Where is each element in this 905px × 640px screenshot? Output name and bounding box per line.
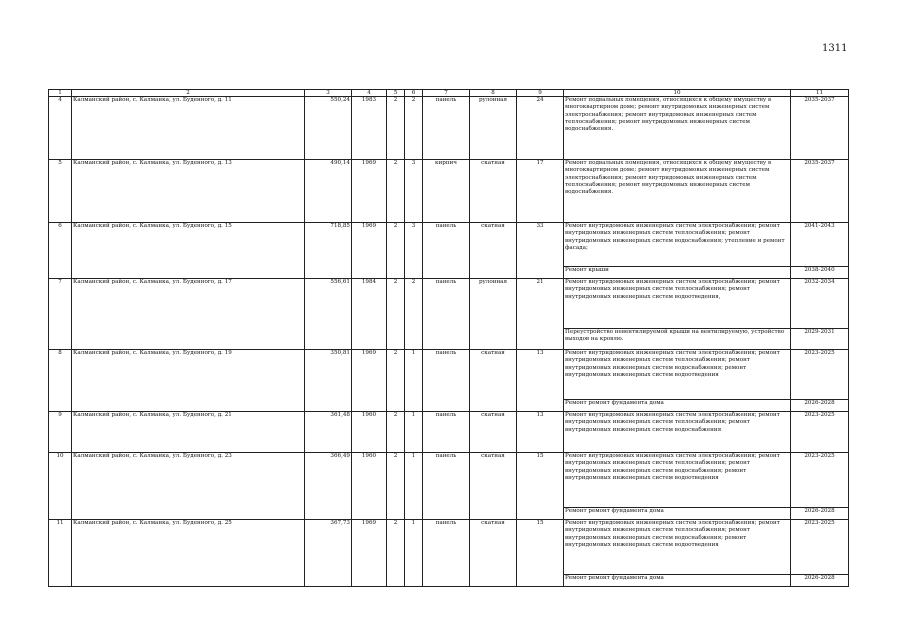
- total-area-cell: 718,85: [305, 223, 352, 279]
- header-cell: 3: [305, 90, 352, 97]
- row-number-cell: 7: [49, 279, 72, 350]
- total-area-cell: 366,49: [305, 453, 352, 520]
- apartments-cell: 15: [517, 453, 564, 520]
- work-type-cell: Ремонт крыши: [564, 267, 791, 279]
- address-cell: Калманский район, с. Калманка, ул. Буденного, д. 15: [72, 223, 305, 279]
- apartments-cell: 24: [517, 97, 564, 160]
- floors-cell: 2: [387, 279, 405, 350]
- repair-period-cell: 2023-2025: [791, 453, 849, 508]
- build-year-cell: 1969: [352, 520, 387, 587]
- entrances-cell: 1: [405, 350, 423, 412]
- repair-period-cell: 2038-2040: [791, 267, 849, 279]
- work-type-cell: Переустройство невентилируемой крыши на вентилируемую, устройство выходов на кровлю.: [564, 329, 791, 350]
- work-type-cell: Ремонт ремонт фундамента дома: [564, 575, 791, 587]
- row-number-cell: 6: [49, 223, 72, 279]
- wall-material-cell: кирпич: [423, 160, 470, 223]
- table-row: [49, 279, 849, 329]
- repair-period-cell: 2035-2037: [791, 160, 849, 223]
- floors-cell: 2: [387, 520, 405, 587]
- apartments-cell: 13: [517, 350, 564, 412]
- address-cell: Калманский район, с. Калманка, ул. Буденного, д. 21: [72, 412, 305, 453]
- total-area-cell: 350,81: [305, 350, 352, 412]
- entrances-cell: 2: [405, 279, 423, 350]
- address-cell: Калманский район, с. Калманка, ул. Буденного, д. 13: [72, 160, 305, 223]
- address-cell: Калманский район, с. Калманка, ул. Буденного, д. 17: [72, 279, 305, 350]
- build-year-cell: 1960: [352, 412, 387, 453]
- header-cell: 2: [72, 90, 305, 97]
- address-cell: Калманский район, с. Калманка, ул. Буденного, д. 25: [72, 520, 305, 587]
- header-cell: 9: [517, 90, 564, 97]
- page-number: 1311: [822, 43, 848, 54]
- total-area-cell: 490,14: [305, 160, 352, 223]
- header-cell: 11: [791, 90, 849, 97]
- build-year-cell: 1983: [352, 97, 387, 160]
- header-cell: 10: [564, 90, 791, 97]
- table-row: [49, 97, 849, 160]
- row-number-cell: 10: [49, 453, 72, 520]
- repair-period-cell: 2026-2028: [791, 575, 849, 587]
- apartments-cell: 13: [517, 412, 564, 453]
- repair-period-cell: 2023-2025: [791, 350, 849, 400]
- build-year-cell: 1969: [352, 350, 387, 412]
- work-type-cell: Ремонт внутридомовых инженерных систем электроснабжения; ремонт внутридомовых инженерных систем теплоснабжения; ремонт внутридомовых инженерных систем водоснабжения: [564, 412, 791, 453]
- header-cell: 8: [470, 90, 517, 97]
- repair-period-cell: 2026-2028: [791, 400, 849, 412]
- floors-cell: 2: [387, 223, 405, 279]
- repair-period-cell: 2035-2037: [791, 97, 849, 160]
- build-year-cell: 1969: [352, 160, 387, 223]
- wall-material-cell: панель: [423, 412, 470, 453]
- wall-material-cell: панель: [423, 350, 470, 412]
- apartments-cell: 17: [517, 160, 564, 223]
- roof-type-cell: скатная: [470, 223, 517, 279]
- apartments-cell: 33: [517, 223, 564, 279]
- build-year-cell: 1984: [352, 279, 387, 350]
- table-row: [49, 412, 849, 453]
- repair-period-cell: 2029-2031: [791, 329, 849, 350]
- total-area-cell: 550,24: [305, 97, 352, 160]
- roof-type-cell: скатная: [470, 160, 517, 223]
- build-year-cell: 1960: [352, 453, 387, 520]
- total-area-cell: 556,61: [305, 279, 352, 350]
- apartments-cell: 21: [517, 279, 564, 350]
- roof-type-cell: рулонная: [470, 279, 517, 350]
- wall-material-cell: панель: [423, 223, 470, 279]
- header-cell: 5: [387, 90, 405, 97]
- row-number-cell: 8: [49, 350, 72, 412]
- wall-material-cell: панель: [423, 97, 470, 160]
- roof-type-cell: скатная: [470, 520, 517, 587]
- roof-type-cell: скатная: [470, 412, 517, 453]
- row-number-cell: 11: [49, 520, 72, 587]
- floors-cell: 2: [387, 160, 405, 223]
- wall-material-cell: панель: [423, 520, 470, 587]
- floors-cell: 2: [387, 453, 405, 520]
- work-type-cell: Ремонт подвальных помещения, относящихся к общему имуществу в многоквартирном доме; ремонт внутридомовых инженерных систем электроснабжения; ремонт внутридомовых инженерных систем теплоснабжения; ремонт внутридомовых инженерных систем водоснабжения.: [564, 97, 791, 160]
- total-area-cell: 361,48: [305, 412, 352, 453]
- entrances-cell: 3: [405, 223, 423, 279]
- column-number-row: [49, 90, 849, 97]
- wall-material-cell: панель: [423, 453, 470, 520]
- floors-cell: 2: [387, 97, 405, 160]
- entrances-cell: 3: [405, 160, 423, 223]
- entrances-cell: 1: [405, 412, 423, 453]
- work-type-cell: Ремонт подвальных помещения, относящихся к общему имуществу в многоквартирном доме; ремонт внутридомовых инженерных систем электроснабжения; ремонт внутридомовых инженерных систем теплоснабжения; ремонт внутридомовых инженерных систем водоснабжения.: [564, 160, 791, 223]
- floors-cell: 2: [387, 350, 405, 412]
- work-type-cell: Ремонт внутридомовых инженерных систем электроснабжения; ремонт внутридомовых инженерных систем теплоснабжения; ремонт внутридомовых инженерных систем водоснабжения; утепление и ремонт фасада;: [564, 223, 791, 267]
- apartments-cell: 15: [517, 520, 564, 587]
- table-row: [49, 453, 849, 508]
- header-cell: 7: [423, 90, 470, 97]
- entrances-cell: 2: [405, 97, 423, 160]
- address-cell: Калманский район, с. Калманка, ул. Буденного, д. 19: [72, 350, 305, 412]
- repair-period-cell: 2023-2025: [791, 520, 849, 575]
- work-type-cell: Ремонт внутридомовых инженерных систем электроснабжения; ремонт внутридомовых инженерных систем теплоснабжения; ремонт внутридомовых инженерных систем водоснабжения; ремонт внутридомовых инженерных систем водоотведения: [564, 350, 791, 400]
- wall-material-cell: панель: [423, 279, 470, 350]
- entrances-cell: 1: [405, 520, 423, 587]
- repair-period-cell: 2032-2034: [791, 279, 849, 329]
- total-area-cell: 367,73: [305, 520, 352, 587]
- row-number-cell: 4: [49, 97, 72, 160]
- floors-cell: 2: [387, 412, 405, 453]
- work-type-cell: Ремонт внутридомовых инженерных систем электроснабжения; ремонт внутридомовых инженерных систем теплоснабжения; ремонт внутридомовых инженерных систем водоснабжения; ремонт внутридомовых инженерных систем водоотведения: [564, 520, 791, 575]
- work-type-cell: Ремонт внутридомовых инженерных систем электроснабжения; ремонт внутридомовых инженерных систем теплоснабжения; ремонт внутридомовых инженерных систем водоснабжения; ремонт внутридомовых инженерных систем водоотведения: [564, 453, 791, 508]
- table-row: [49, 350, 849, 400]
- row-number-cell: 5: [49, 160, 72, 223]
- roof-type-cell: скатная: [470, 453, 517, 520]
- work-type-cell: Ремонт ремонт фундамента дома: [564, 508, 791, 520]
- table-row: [49, 160, 849, 223]
- address-cell: Калманский район, с. Калманка, ул. Буденного, д. 11: [72, 97, 305, 160]
- repair-period-cell: 2041-2043: [791, 223, 849, 267]
- build-year-cell: 1969: [352, 223, 387, 279]
- header-cell: 1: [49, 90, 72, 97]
- work-type-cell: Ремонт ремонт фундамента дома: [564, 400, 791, 412]
- table-row: [49, 223, 849, 267]
- header-cell: 6: [405, 90, 423, 97]
- row-number-cell: 9: [49, 412, 72, 453]
- capital-repair-table: [48, 89, 849, 587]
- entrances-cell: 1: [405, 453, 423, 520]
- repair-period-cell: 2023-2025: [791, 412, 849, 453]
- roof-type-cell: рулонная: [470, 97, 517, 160]
- address-cell: Калманский район, с. Калманка, ул. Буденного, д. 23: [72, 453, 305, 520]
- repair-period-cell: 2026-2028: [791, 508, 849, 520]
- roof-type-cell: скатная: [470, 350, 517, 412]
- header-cell: 4: [352, 90, 387, 97]
- table-row: [49, 520, 849, 575]
- work-type-cell: Ремонт внутридомовых инженерных систем электроснабжения; ремонт внутридомовых инженерных систем теплоснабжения; ремонт внутридомовых инженерных систем водоотведения,: [564, 279, 791, 329]
